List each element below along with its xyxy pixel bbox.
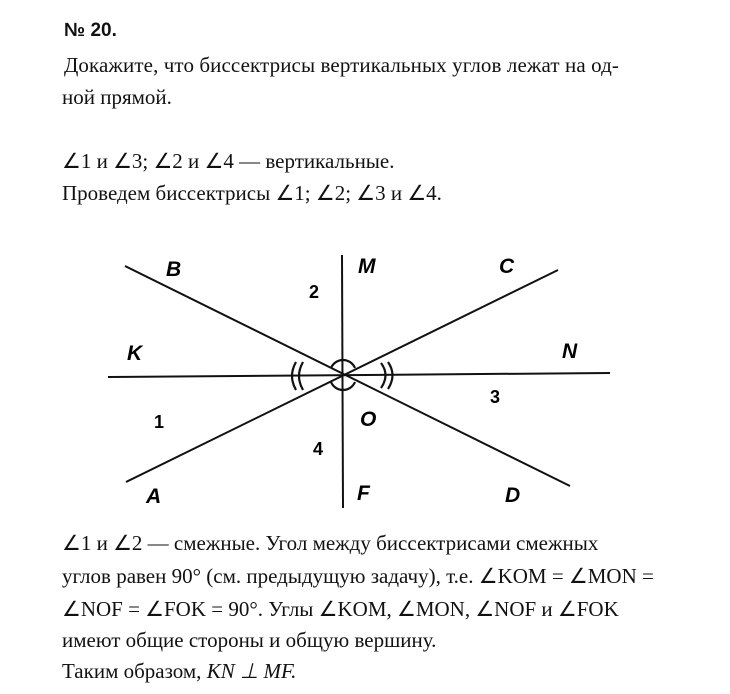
line-MF: [342, 255, 343, 508]
label-M: M: [358, 255, 376, 278]
angle-label-3: 3: [490, 387, 501, 407]
conclusion-line-3: ∠NOF = ∠FOK = 90°. Углы ∠KOM, ∠MON, ∠NOF и ∠FOK: [62, 597, 619, 621]
conclusion-prefix: Таким образом,: [62, 659, 207, 683]
label-F: F: [357, 482, 370, 505]
label-N: N: [562, 340, 578, 363]
statement-line-1: Докажите, что биссектрисы вертикальных углов лежат на од-: [64, 53, 619, 77]
statement-line-2: ной прямой.: [62, 85, 172, 109]
proof-line-2: Проведем биссектрисы ∠1; ∠2; ∠3 и ∠4.: [62, 181, 442, 205]
angle-label-4: 4: [313, 439, 324, 459]
angle-label-2: 2: [309, 282, 320, 302]
problem-number: № 20.: [64, 20, 117, 41]
conclusion-line-1: ∠1 и ∠2 — смежные. Угол между биссектрисами смежных: [62, 531, 599, 555]
label-K: K: [127, 342, 143, 365]
conclusion-line-4: имеют общие стороны и общую вершину.: [62, 628, 437, 652]
conclusion-line-2: углов равен 90° (см. предыдущую задачу), т.е. ∠KOM = ∠MON =: [62, 564, 654, 588]
label-O: O: [360, 408, 377, 431]
angle-label-1: 1: [154, 412, 165, 432]
conclusion-formula: KN ⊥ MF.: [206, 659, 297, 683]
label-D: D: [505, 484, 521, 507]
proof-line-1: ∠1 и ∠3; ∠2 и ∠4 — вертикальные.: [62, 149, 395, 173]
label-C: C: [499, 255, 515, 278]
label-A: A: [146, 485, 162, 508]
line-KN: [108, 373, 610, 377]
conclusion-line-5: [62, 658, 296, 684]
label-B: B: [166, 258, 182, 281]
